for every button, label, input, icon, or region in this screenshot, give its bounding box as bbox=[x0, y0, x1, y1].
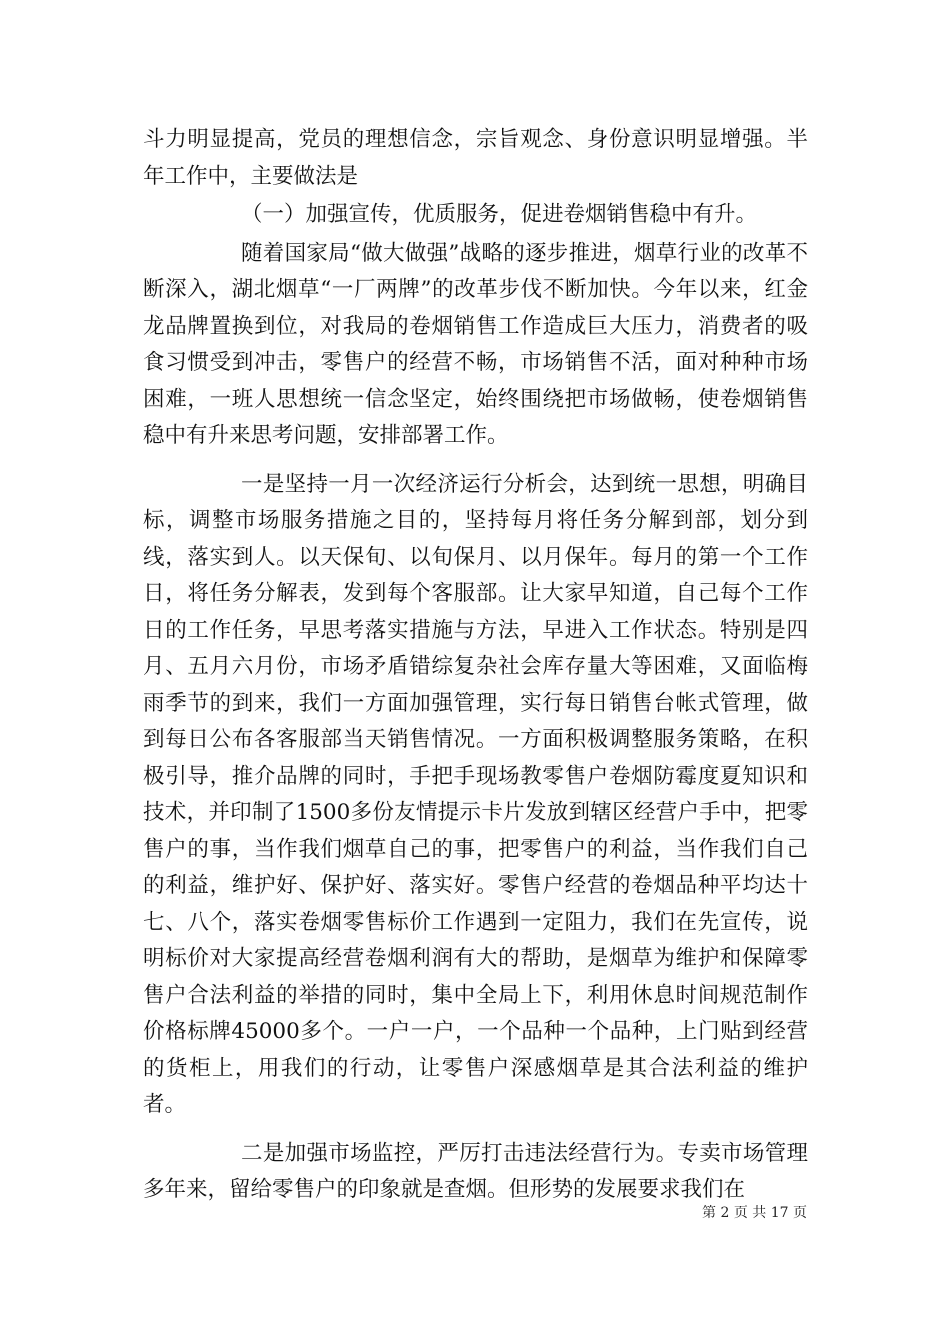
section-heading: （一）加强宣传，优质服务，促进卷烟销售稳中有升。 bbox=[241, 202, 758, 227]
paragraph-background: 随着国家局“做大做强”战略的逐步推进，烟草行业的改革不断深入，湖北烟草“一厂两牌”的改革步伐不断加快。今年以来，红金龙品牌置换到位，对我局的卷烟销售工作造成巨大压力，消费者的吸食习惯受到冲击，零售户的经营不畅，市场销售不活，面对种种市场困难，一班人思想统一信念坚定，始终围绕把市场做畅，使卷烟销售稳中有升来思考问题，安排部署工作。 bbox=[143, 240, 808, 448]
paragraph-point-two: 二是加强市场监控，严厉打击违法经营行为。专卖市场管理多年来，留给零售户的印象就是查烟。但形势的发展要求我们在 bbox=[143, 1140, 808, 1202]
page-number-footer: 第 2 页 共 17 页 bbox=[702, 1205, 807, 1221]
paragraph-point-one: 一是坚持一月一次经济运行分析会，达到统一思想，明确目标，调整市场服务措施之目的，坚持每月将任务分解到部，划分到线，落实到人。以天保旬、以旬保月、以月保年。每月的第一个工作日，将任务分解表，发到每个客服部。让大家早知道，自己每个工作日的工作任务，早思考落实措施与方法，早进入工作状态。特别是四月、五月六月份，市场矛盾错综复杂社会库存量大等困难，又面临梅雨季节的到来，我们一方面加强管理，实行每日销售台帐式管理，做到每日公布各客服部当天销售情况。一方面积极调整服务策略，在积极引导，推介品牌的同时，手把手现场教零售户卷烟防霉度夏知识和技术，并印制了1500多份友情提示卡片发放到辖区经营户手中，把零售户的事，当作我们烟草自己的事，把零售户的利益，当作我们自己的利益，维护好、保护好、落实好。零售户经营的卷烟品种平均达十七、八个，落实卷烟零售标价工作遇到一定阻力，我们在先宣传，说明标价对大家提高经营卷烟利润有大的帮助，是烟草为维护和保障零售户合法利益的举措的同时，集中全局上下，利用休息时间规范制作价格标牌45000多个。一户一户，一个品种一个品种，上门贴到经营的货柜上，用我们的行动，让零售户深感烟草是其合法利益的维护者。 bbox=[143, 471, 808, 1117]
paragraph-continuation: 斗力明显提高，党员的理想信念，宗旨观念、身份意识明显增强。半年工作中，主要做法是 bbox=[143, 127, 808, 189]
document-body bbox=[143, 122, 808, 1209]
